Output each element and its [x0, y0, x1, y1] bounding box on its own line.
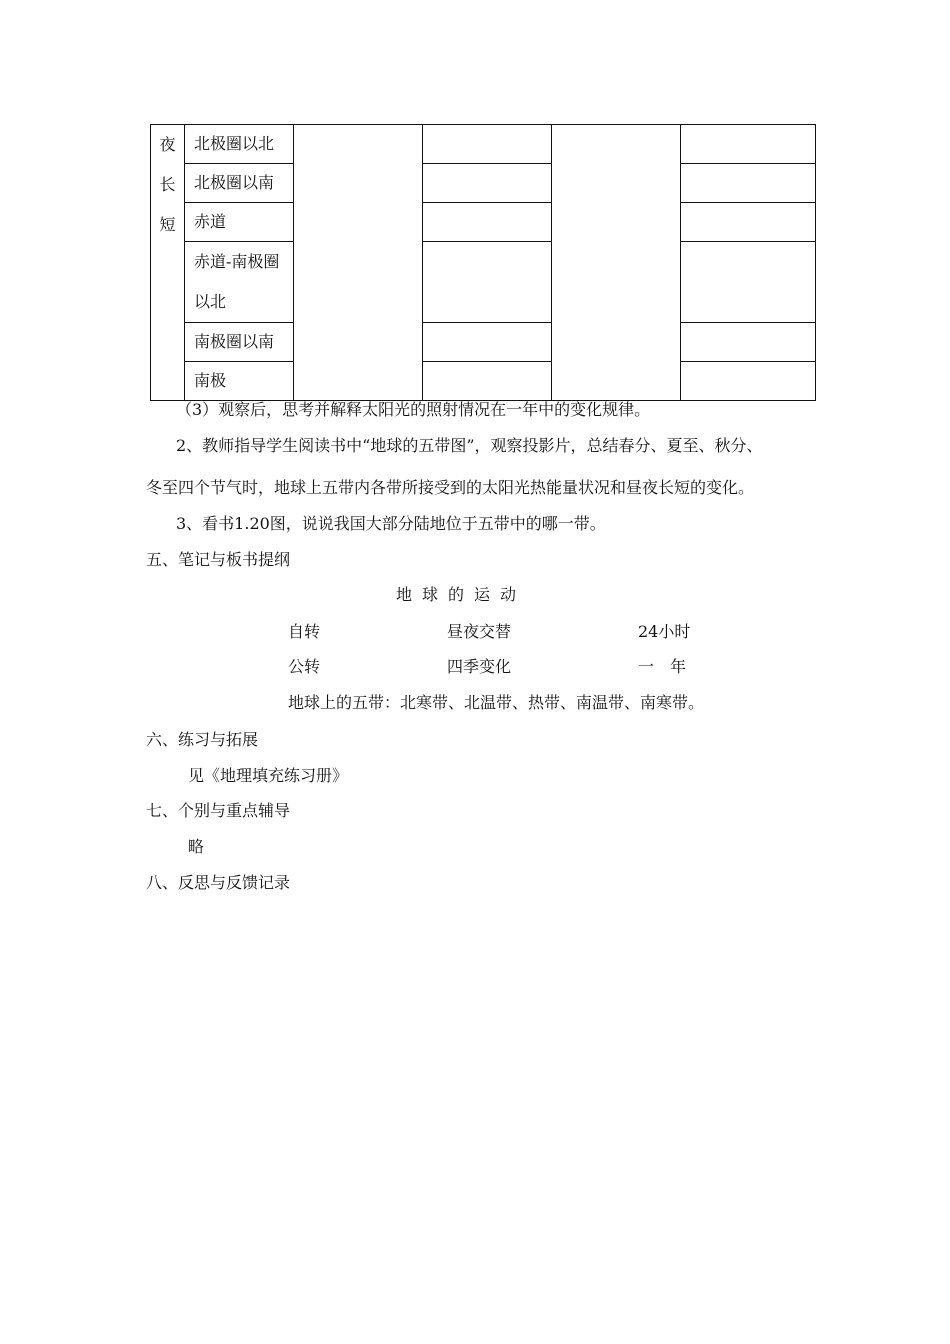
row-label-part-1: 赤道-南极圈: [194, 252, 280, 271]
item-2-line-1: 2、教师指导学生阅读书中“地球的五带图”，观察投影片，总结春分、夏至、秋分、: [176, 436, 763, 455]
section-7-body: 略: [188, 837, 205, 856]
board-day-night: 昼夜交替: [447, 622, 512, 641]
side-char-2: 长: [159, 175, 176, 194]
board-one-year: 一 年: [638, 657, 687, 676]
table-cell: [423, 125, 552, 164]
table-cell-merged: [294, 125, 423, 401]
table-cell: [423, 242, 552, 323]
table-cell: [681, 242, 816, 323]
row-label-equator-to-south-circle: [185, 242, 294, 323]
row-label-north-pole-circle-south: 北极圈以南: [185, 164, 294, 203]
side-char-1: 夜: [159, 135, 176, 154]
board-seasons: 四季变化: [447, 657, 512, 676]
section-6-heading: 六、练习与拓展: [146, 730, 259, 749]
table-cell: [423, 164, 552, 203]
section-6-body: 见《地理填充练习册》: [188, 766, 349, 785]
table-cell: [681, 203, 816, 242]
row-label-south-pole: 南极: [185, 362, 294, 401]
board-title: 地球的运动: [396, 585, 527, 604]
board-rotation: 自转: [288, 622, 321, 641]
row-label-part-2: 以北: [194, 292, 227, 311]
row-label-north-pole-circle-north: 北极圈以北: [185, 125, 294, 164]
table-cell: [681, 323, 816, 362]
board-24-hours: 24小时: [638, 622, 691, 641]
table-cell: [681, 164, 816, 203]
board-revolution: 公转: [288, 657, 321, 676]
item-3: 3、看书1.20图，说说我国大部分陆地位于五带中的哪一带。: [176, 514, 606, 533]
observe-question: （3）观察后，思考并解释太阳光的照射情况在一年中的变化规律。: [176, 400, 651, 419]
table-cell: [423, 362, 552, 401]
section-7-heading: 七、个别与重点辅导: [146, 801, 291, 820]
table-cell-merged: [552, 125, 681, 401]
board-five-zones: 地球上的五带：北寒带、北温带、热带、南温带、南寒带。: [288, 693, 705, 712]
table-cell: [681, 362, 816, 401]
section-5-heading: 五、笔记与板书提纲: [146, 550, 291, 569]
section-8-heading: 八、反思与反馈记录: [146, 873, 291, 892]
item-2-line-2: 冬至四个节气时，地球上五带内各带所接受到的太阳光热能量状况和昼夜长短的变化。: [146, 478, 755, 497]
table-cell: [423, 323, 552, 362]
side-label-cell: [151, 125, 185, 401]
row-label-equator: 赤道: [185, 203, 294, 242]
table-cell: [681, 125, 816, 164]
side-char-3: 短: [159, 215, 176, 234]
zones-table: [150, 124, 816, 401]
table-cell: [423, 203, 552, 242]
row-label-south-pole-circle-south: 南极圈以南: [185, 323, 294, 362]
